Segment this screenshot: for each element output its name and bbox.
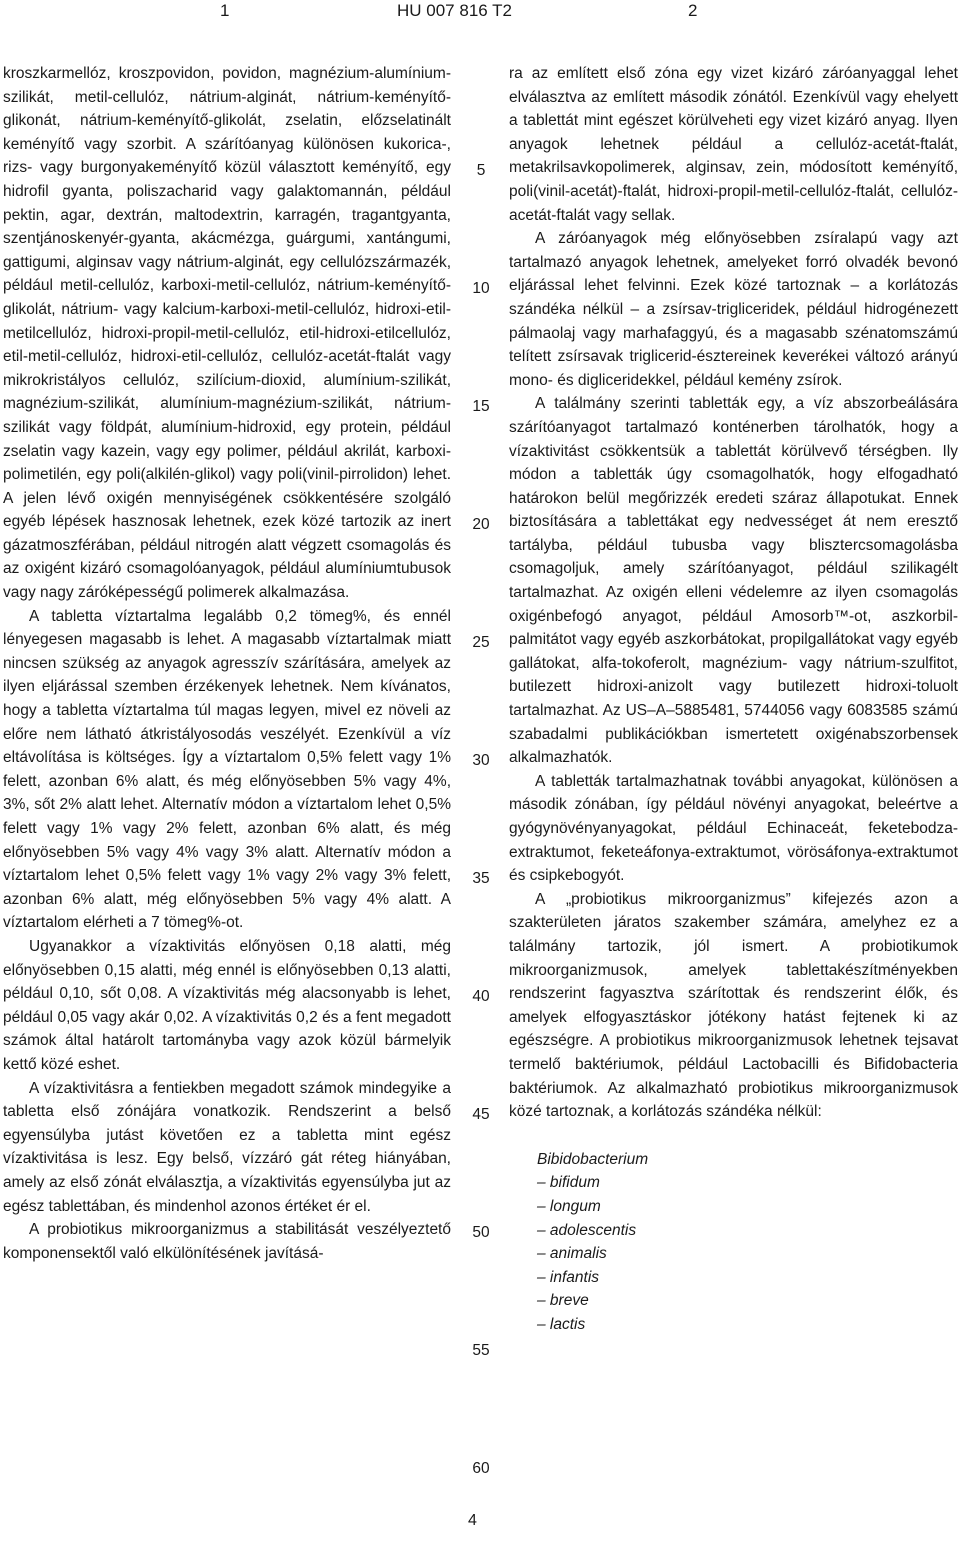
line-number: 45 — [472, 1106, 490, 1123]
genus-name: Bibidobacterium — [537, 1150, 649, 1168]
species-item: – breve — [537, 1292, 589, 1310]
patent-number: HU 007 816 T2 — [397, 1, 512, 20]
page-header — [0, 0, 960, 24]
left-paragraph-3: Ugyanakkor a vízaktivitás előnyösen 0,18 alatti, még előnyösebben 0,15 alatti, még ennél is előnyösebben 0,13 alatti, például 0,10, sőt 0,08. A vízaktivitás még alacsonyabb is lehet, például 0,05 vagy akár 0,02. A vízaktivitás 0,2 és a fent megadott számok által határolt tartományba vagy azok közül bármelyik kettő közé eshet. — [3, 937, 451, 1073]
left-column — [3, 62, 451, 1265]
left-paragraph-4: A vízaktivitásra a fentiekben megadott számok mindegyike a tabletta első zónájára vonatkozik. Rendszerint a belső egyensúlyba jutást követően ez a tabletta mint egész vízaktivitása is lesz. Egy belső, vízzáró gát réteg hiányában, amely az első zónát elválasztja, a vízaktivitás egyensúlyba jut az egész tablettában, és mindenhol azonos értéket ér el. — [3, 1079, 451, 1215]
line-number: 30 — [472, 752, 490, 769]
line-number: 40 — [472, 988, 490, 1005]
species-item: – longum — [537, 1197, 601, 1215]
line-number: 15 — [472, 398, 490, 415]
right-paragraph-3: A találmány szerinti tabletták egy, a víz abszorbeálására szárítóanyagot tartalmazó konténerben tárolhatók, hogy a vízaktivitást csökkentsük a tablettát körülvevő térségben. Ily módon a tabletták úgy csomagolhatók, hogy elfogadható határokon belül megőrizzék eredeti száraz állapotukat. Ennek biztosítására a tablettákat egy nedvességet át nem eresztő tartályba, például tubusba vagy blisztercsomagolásba csomagoljuk, amely szárítóanyagot, például szilikagélt tartalmazhat. Az oxigén elleni védelemre az ilyen csomagolás oxigénbefogó anyagot, például Amosorb™-ot, aszkorbil-palmitátot vagy egyéb aszkorbátokat, propilgallátokat vagy egyéb gallátokat, alfa-tokoferolt, magnézium- vagy nátrium-szulfitot, butilezett hidroxi-anizolt vagy butilezett hidroxi-toluolt tartalmazhat. Az US–A–5885481, 5744056 vagy 6083585 számú szabadalmi publikációkban ismertetett oxigénabszorbensek alkalmazhatók. — [509, 395, 958, 767]
right-paragraph-2: A záróanyagok még előnyösebben zsíralapú vagy azt tartalmazó anyagok lehetnek, amelyeket forró olvadék bevonó eljárással lehet felvinni. Ezek közé tartoznak – a korlátozás szándéka nélkül – a zsírsav-trigliceridek, például hidrogénezett pálmaolaj vagy marhafaggyú, és a magasabb szénatomszámú telített zsírsavak triglicerid-észtereinek keverékei változó arányú mono- és digliceridekkel, például kemény zsírok. — [509, 230, 958, 389]
left-paragraph-1: kroszkarmellóz, kroszpovidon, povidon, magnézium-alumínium-szilikát, metil-cellulóz, nátrium-alginát, nátrium-keményítő-glikonát, nátrium-keményítő-glikolát, zselatin, előzselatinált keményítő vagy szorbit. A szárítóanyag különösen kukorica-, rizs- vagy burgonyakeményítő közül választott keményítő, egy hidrofil gyanta, poliszacharid vagy galaktomannán, például pektin, agar, dextrán, maltodextrin, karragén, tragantgyanta, szentjánoskenyér-gyanta, akácmézga, guárgumi, xantángumi, gattigumi, alginsav vagy nátrium-alginát, egy cellulózszármazék, például metil-cellulóz, karboxi-metil-cellulóz, nátrium-keményítő-glikolát, nátrium- vagy kalcium-karboxi-metil-cellulóz, hidroxi-etil-metilcellulóz, hidroxi-propil-metil-cellulóz, etil-hidroxi-etilcellulóz, etil-metil-cellulóz, hidroxi-etil-cellulóz, cellulóz-acetát-ftalát vagy mikrokristályos cellulóz, szilícium-dioxid, alumínium-szilikát, magnézium-szilikát, alumínium-magnézium-szilikát, nátrium-szilikát vagy földpát, alumínium-hidroxid, egy protein, például zselatin vagy kazein, vagy egy polimer, például akrilát, karboxi-polimetilén, egy poli(alkilén-glikol) vagy poli(vinil-pirrolidon) lehet. A jelen lévő oxigén mennyiségének csökkentésére szolgáló egyéb lépések hasznosak lehetnek, ezek közé tartozik az inert gázatmoszférában, például nitrogén alatt végzett csomagolás és az oxigént kizáró csomagolóanyagok, például alumíniumtubusok vagy nagy záróképességű polimerek alkalmazása. — [3, 65, 451, 602]
page-footer-number: 4 — [468, 1512, 477, 1529]
line-number: 5 — [476, 162, 486, 179]
line-number: 10 — [472, 280, 490, 297]
line-number: 50 — [472, 1224, 490, 1241]
right-paragraph-5: A „probiotikus mikroorganizmus” kifejezés azon a szakterületen járatos szakember számára, amelyhez ez a találmány tartozik, jól ismert. A probiotikumok mikroorganizmusok, amelyek tablettakészítményekben rendszerint fagyasztva szárítottak és rendszerint élők, és amelyek elfogyasztáskor jótékony hatást fejtenek ki az egészségre. A probiotikus mikroorganizmusok lehetnek tejsavat termelő baktériumok, például Lactobacilli és Bifidobacteria baktériumok. Az alkalmazható probiotikus mikroorganizmusok közé tartoznak, a korlátozás szándéka nélkül: — [509, 890, 958, 1121]
line-number: 20 — [472, 516, 490, 533]
species-item: – lactis — [537, 1315, 586, 1333]
right-page-number: 2 — [688, 1, 698, 20]
species-item: – bifidum — [537, 1174, 600, 1192]
left-paragraph-2: A tabletta víztartalma legalább 0,2 tömeg%, és ennél lényegesen magasabb is lehet. A magasabb víztartalmak miatt nincsen szükség az anyagok agresszív szárítására, amelyek az ilyen eljárással szemben érzékenyek lehetnek. Nem kívánatos, hogy a tabletta víztartalma túl magas legyen, mivel ez növeli az előre nem látható átkristályosodás veszélyét. Ezenkívül a víz eltávolítása is költséges. Így a víztartalom 0,5% felett vagy 1% felett, azonban 6% alatt, és még előnyösebben 5% vagy 4%, 3%, sőt 2% alatt lehet. Alternatív módon a víztartalom lehet 0,5% felett vagy 1% vagy 2% felett, azonban 6% alatt, és még előnyösebben 5% vagy 4% vagy 3% alatt. Alternatív módon a víztartalom lehet 0,5% felett vagy 1% vagy 2% vagy 3% felett, azonban 6% alatt, még előnyösebben 5% vagy 4% alatt. A víztartalom elérheti a 7 tömeg%-ot. — [3, 607, 451, 932]
line-number: 55 — [472, 1342, 490, 1359]
species-list — [509, 1148, 958, 1337]
right-paragraph-1: ra az említett első zóna egy vizet kizáró záróanyaggal lehet elválasztva az említett második zónától. Ezenkívül vagy ehelyett a tablettát mint egészet körülveheti egy vizet kizáró anyag. Ilyen anyagok lehetnek például a cellulóz-acetát-ftalát, metakrilsavkopolimerek, alginsav, zein, módosított keményítő, poli(vinil-acetát)-ftalát, hidroxi-propil-metil-cellulóz-ftalát, cellulóz-acetát-ftalát vagy sellak. — [509, 65, 958, 224]
left-paragraph-5: A probiotikus mikroorganizmus a stabilitását veszélyeztető komponensektől való elkülönítésének javításá- — [3, 1221, 451, 1262]
species-item: – infantis — [537, 1268, 600, 1286]
right-column — [509, 62, 958, 1336]
line-number: 35 — [472, 870, 490, 887]
species-item: – animalis — [537, 1245, 607, 1263]
right-paragraph-4: A tabletták tartalmazhatnak további anyagokat, különösen a második zónában, így például növényi anyagokat, beleértve a gyógynövényanyagokat, például Echinaceát, feketebodza-extraktumot, feketeáfonya-extraktumot, vörösáfonya-extraktumot és csipkebogyót. — [509, 772, 958, 885]
line-number: 25 — [472, 634, 490, 651]
line-number: 60 — [472, 1460, 490, 1477]
species-item: – adolescentis — [537, 1221, 637, 1239]
left-page-number: 1 — [220, 1, 230, 20]
